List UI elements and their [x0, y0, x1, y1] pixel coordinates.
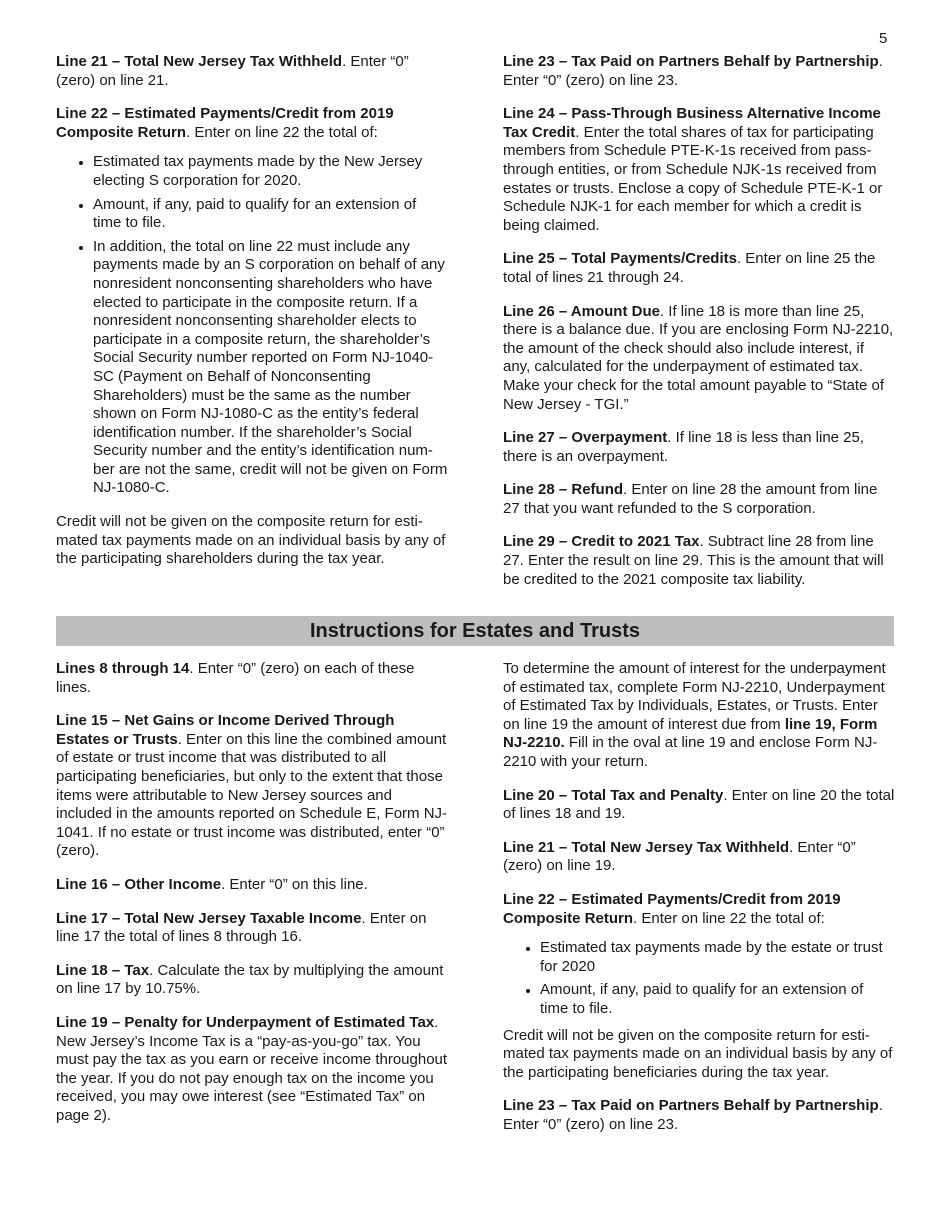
paragraph-line-26: Line 26 – Amount Due. If line 18 is more than line 25, there is a balance due. If you are enclosing Form NJ-2210, the amount of the check should also include interest, if any, calculated for the underpayment of estimated tax. Make your check for the total amount payable to “State of New Jersey - TGI.” [503, 302, 894, 413]
paragraph-line-20: Line 20 – Total Tax and Penalty. Enter on line 20 the total of lines 18 and 19. [503, 786, 895, 823]
paragraph-line-16: Line 16 – Other Income. Enter “0” on this line. [56, 875, 368, 893]
paragraph-line-15: Line 15 – Net Gains or Income Derived Through Estates or Trusts. Enter on this line the combined amount of estate or trust income that was distributed to all participating beneficiaries, but only to the extent that those items were attributable to New Jersey sources and included in the amounts reported on Schedule E, Form NJ-1041. If no estate or trust income was distributed, enter “0” (zero). [56, 712, 448, 860]
paragraph-line-24: Line 24 – Pass-Through Business Alternative Income Tax Credit. Enter the total shares of tax for participating members from Schedule PTE-K-1s received from pass-through entities, or from Schedule NJK-1s received from estates or trusts. Enclose a copy of Schedule PTE-K-1 or Schedule NJK-1 for each member for which a credit is being claimed. [503, 105, 883, 234]
paragraph-line-23: Line 23 – Tax Paid on Partners Behalf by Partnership. Enter “0” (zero) on line 23. [503, 53, 883, 89]
list-item: • Estimated tax payments made by the estate or trust for 2020 [540, 939, 895, 976]
list-item: • Amount, if any, paid to qualify for an extension of time to file. [540, 981, 895, 1018]
paragraph-line-25: Line 25 – Total Payments/Credits. Enter on line 25 the total of lines 21 through 24. [503, 250, 876, 286]
paragraph-line-17: Line 17 – Total New Jersey Taxable Income. Enter on line 17 the total of lines 8 through 16. [56, 909, 427, 946]
paragraph-line-22: Line 22 – Estimated Payments/Credit from 2019 Composite Return. Enter on line 22 the total of: [56, 105, 394, 141]
payments-list [56, 153, 448, 498]
paragraph-line-18: Line 18 – Tax. Calculate the tax by multiplying the amount on line 17 by 10.75%. [56, 961, 444, 998]
page-number: 5 [879, 30, 888, 47]
payments-list [503, 939, 895, 1018]
bottom-right-column [503, 660, 895, 1149]
credit-note: Credit will not be given on the composite return for estimated tax payments made on an individual basis by any of the participating shareholders during the tax year. [56, 513, 446, 568]
list-item: • Estimated tax payments made by the New Jersey electing S corporation for 2020. [93, 153, 448, 190]
section-title: Instructions for Estates and Trusts [56, 616, 894, 646]
top-right-column [503, 53, 895, 604]
list-item: • In addition, the total on line 22 must include any payments made by an S corporation on behalf of any nonresident nonconsenting shareholders who have elected to participate in the composite return. If a nonresident nonconsenting shareholder elects to participate in a composite return, the shareholder’s Social Security number reported on Form NJ-1040-SC (Payment on Behalf of Nonconsenting Shareholders) must be the same as the number shown on Form NJ-1080-C as the entity’s federal identification number. If the shareholder’s Social Security number and the entity’s identification number are not the same, credit will not be given on Form NJ-1080-C. [93, 238, 448, 498]
credit-note: Credit will not be given on the composite return for estimated tax payments made on an individual basis by any of the participating beneficiaries during the tax year. [503, 1026, 893, 1081]
paragraph-line-27: Line 27 – Overpayment. If line 18 is less than line 25, there is an overpayment. [503, 429, 865, 465]
top-left-column [56, 53, 448, 584]
paragraph-line-22: Line 22 – Estimated Payments/Credit from 2019 Composite Return. Enter on line 22 the total of: [503, 890, 841, 927]
paragraph-line-21: Line 21 – Total New Jersey Tax Withheld. Enter “0” (zero) on line 19. [503, 838, 856, 875]
paragraph-line-19: Line 19 – Penalty for Underpayment of Estimated Tax. New Jersey’s Income Tax is a “pay-as-you-go” tax. You must pay the tax as you earn or receive income throughout the year. If you do not pay enough tax on the income you received, you may owe interest (see “Estimated Tax” on page 2). [56, 1013, 448, 1124]
list-item: • Amount, if any, paid to qualify for an extension of time to file. [93, 196, 448, 233]
paragraph-lines-8-14: Lines 8 through 14. Enter “0” (zero) on each of these lines. [56, 660, 415, 696]
paragraph-line-21: Line 21 – Total New Jersey Tax Withheld. Enter “0” (zero) on line 21. [56, 53, 409, 89]
paragraph-interest-calculation: To determine the amount of interest for the underpayment of estimated tax, complete Form NJ-2210, Underpayment of Estimated Tax by Individuals, Estates, or Trusts. Enter on line 19 the amount of interest due from line 19, Form NJ-2210. Fill in the oval at line 19 and enclose Form NJ-2210 with your return. [503, 660, 886, 770]
paragraph-line-28: Line 28 – Refund. Enter on line 28 the amount from line 27 that you want refunded to the S corporation. [503, 481, 878, 517]
paragraph-line-29: Line 29 – Credit to 2021 Tax. Subtract line 28 from line 27. Enter the result on line 29. This is the amount that will be credited to the 2021 composite tax liability. [503, 533, 884, 588]
paragraph-line-23: Line 23 – Tax Paid on Partners Behalf by Partnership. Enter “0” (zero) on line 23. [503, 1097, 883, 1133]
bottom-left-column [56, 660, 448, 1140]
